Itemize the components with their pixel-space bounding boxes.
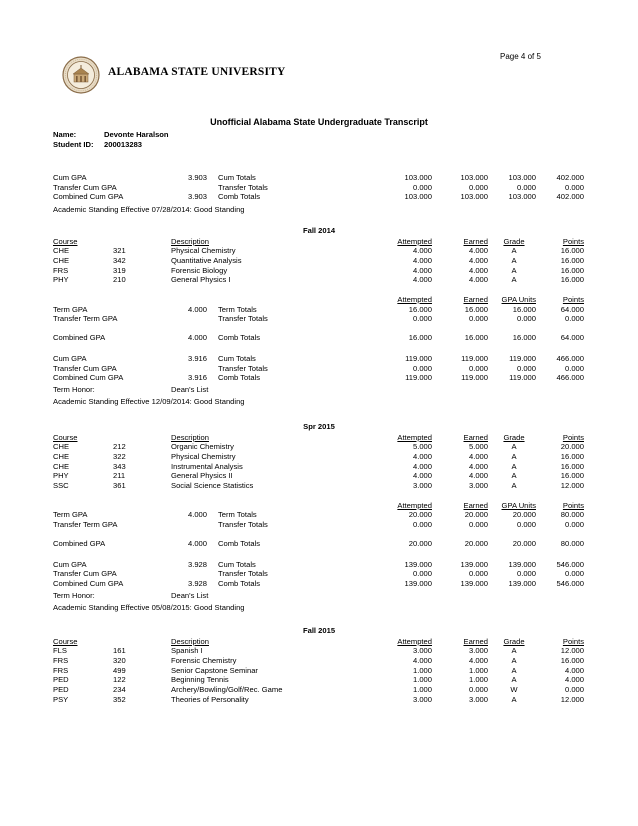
- opening-summary-row-points: 402.000: [556, 173, 584, 182]
- page-number: Page 4 of 5: [500, 52, 541, 61]
- opening-summary-row-gpa-units: 103.000: [508, 173, 536, 182]
- term-heading: Fall 2015: [302, 626, 336, 635]
- academic-standing: Academic Standing Effective 05/08/2015: Good Standing: [53, 603, 245, 613]
- term-honor-label: Term Honor:: [53, 590, 95, 600]
- term-totals-row-points: 80.000: [560, 510, 584, 520]
- course-attempted: 3.000: [412, 694, 432, 704]
- course-points: 12.000: [560, 481, 584, 490]
- course-earned: 4.000: [468, 255, 488, 265]
- course-points: 16.000: [560, 451, 584, 461]
- course-attempted: 3.000: [412, 481, 432, 490]
- course-grade: A: [511, 265, 517, 275]
- course-earned: 4.000: [468, 461, 488, 471]
- course-points: 16.000: [560, 255, 584, 265]
- totals-header-points: Points: [562, 500, 584, 510]
- combined-gpa-row-earned: 16.000: [464, 333, 488, 343]
- course-grade: A: [511, 675, 517, 685]
- term-totals-row-label: Term GPA: [53, 510, 88, 520]
- combined-gpa-row-gpa-units: 20.000: [512, 538, 536, 548]
- course-attempted: 5.000: [412, 442, 432, 452]
- course-points: 16.000: [560, 275, 584, 285]
- university-name: ALABAMA STATE UNIVERSITY: [108, 66, 286, 78]
- combined-gpa-row-earned: 20.000: [464, 538, 488, 548]
- term-totals-row-gpa-units: 0.000: [516, 520, 536, 530]
- term-totals-row-gpa-units: 20.000: [512, 510, 536, 520]
- academic-standing: Academic Standing Effective 07/28/2014: Good Standing: [53, 205, 245, 214]
- course-description: Forensic Biology: [171, 265, 228, 275]
- opening-summary-row-totals-label: Comb Totals: [218, 192, 261, 202]
- course-grade: A: [511, 255, 517, 265]
- cum-totals-row-gpa: 3.928: [187, 578, 207, 588]
- course-number: 352: [113, 694, 126, 704]
- term-honor-label: Term Honor:: [53, 384, 95, 394]
- course-subject: PHY: [53, 471, 69, 481]
- cum-totals-row-totals-label: Transfer Totals: [218, 569, 268, 579]
- course-description: Beginning Tennis: [171, 675, 229, 685]
- opening-summary-row-points: 402.000: [556, 192, 584, 202]
- opening-summary-row-attempted: 0.000: [412, 182, 432, 192]
- course-attempted: 4.000: [412, 255, 432, 265]
- term-totals-row-totals-label: Transfer Totals: [218, 314, 268, 324]
- course-earned: 4.000: [468, 265, 488, 275]
- course-number: 211: [113, 471, 126, 481]
- cum-totals-row-gpa: 3.916: [187, 373, 207, 383]
- course-number: 234: [113, 685, 126, 694]
- cum-totals-row-gpa-units: 119.000: [509, 373, 536, 383]
- course-grade: A: [511, 665, 517, 675]
- course-attempted: 4.000: [412, 655, 432, 665]
- course-subject: SSC: [53, 481, 69, 490]
- opening-summary-row-totals-label: Cum Totals: [218, 173, 256, 182]
- course-description: Archery/Bowling/Golf/Rec. Game: [171, 685, 283, 694]
- cum-totals-row-totals-label: Transfer Totals: [218, 363, 268, 373]
- course-grade: A: [511, 451, 517, 461]
- totals-header-gpa-units: GPA Units: [501, 295, 536, 304]
- combined-gpa-row-label: Combined GPA: [53, 538, 106, 548]
- course-grade: A: [511, 275, 517, 285]
- course-description: Theories of Personality: [171, 694, 249, 704]
- opening-summary-row-earned: 103.000: [460, 173, 488, 182]
- header-course: Course: [53, 236, 78, 246]
- course-earned: 3.000: [468, 694, 488, 704]
- course-attempted: 1.000: [412, 665, 432, 675]
- header-attempted: Attempted: [397, 432, 432, 442]
- course-number: 210: [113, 275, 126, 285]
- course-earned: 3.000: [468, 646, 488, 656]
- course-attempted: 4.000: [412, 461, 432, 471]
- term-totals-row-earned: 20.000: [464, 510, 488, 520]
- course-points: 20.000: [560, 442, 584, 452]
- course-description: General Physics II: [171, 471, 233, 481]
- cum-totals-row-gpa: 3.928: [187, 559, 207, 569]
- student-name: Devonte Haralson: [104, 130, 169, 139]
- header-description: Description: [171, 432, 209, 442]
- cum-totals-row-gpa-units: 119.000: [509, 353, 536, 363]
- cum-totals-row-gpa-units: 0.000: [516, 569, 536, 579]
- course-earned: 4.000: [468, 246, 488, 256]
- cum-totals-row-gpa-units: 139.000: [508, 559, 536, 569]
- term-totals-row-gpa-units: 0.000: [516, 314, 536, 324]
- course-grade: A: [511, 471, 517, 481]
- opening-summary-row-points: 0.000: [564, 182, 584, 192]
- course-number: 499: [113, 665, 126, 675]
- course-description: Instrumental Analysis: [171, 461, 243, 471]
- header-course: Course: [53, 432, 78, 442]
- opening-summary-row-totals-label: Transfer Totals: [218, 182, 268, 192]
- term-totals-row-label: Term GPA: [53, 304, 88, 314]
- totals-header-gpa-units: GPA Units: [501, 500, 536, 510]
- header-description: Description: [171, 236, 209, 246]
- header-attempted: Attempted: [397, 236, 432, 246]
- cum-totals-row-label: Transfer Cum GPA: [53, 569, 117, 579]
- header-points: Points: [562, 236, 584, 246]
- combined-gpa-row-attempted: 20.000: [408, 538, 432, 548]
- cum-totals-row-attempted: 139.000: [404, 578, 432, 588]
- course-points: 12.000: [560, 694, 584, 704]
- opening-summary-row-gpa-units: 0.000: [516, 182, 536, 192]
- course-description: General Physics I: [171, 275, 231, 285]
- totals-header-attempted: Attempted: [397, 295, 432, 304]
- course-points: 0.000: [564, 685, 584, 694]
- term-totals-row-attempted: 0.000: [412, 520, 432, 530]
- cum-totals-row-earned: 139.000: [460, 578, 488, 588]
- cum-totals-row-attempted: 119.000: [405, 353, 432, 363]
- cum-totals-row-points: 466.000: [556, 353, 584, 363]
- term-totals-row-earned: 0.000: [468, 520, 488, 530]
- course-earned: 5.000: [468, 442, 488, 452]
- transcript-title: Unofficial Alabama State Undergraduate Transcript: [210, 117, 428, 127]
- course-attempted: 4.000: [412, 275, 432, 285]
- cum-totals-row-gpa-units: 139.000: [508, 578, 536, 588]
- header-points: Points: [562, 636, 584, 646]
- cum-totals-row-points: 466.000: [556, 373, 584, 383]
- combined-gpa-row-totals-label: Comb Totals: [218, 538, 261, 548]
- course-subject: PED: [53, 675, 69, 685]
- course-earned: 4.000: [468, 471, 488, 481]
- course-description: Social Science Statistics: [171, 481, 254, 490]
- course-grade: A: [511, 655, 517, 665]
- term-totals-row-totals-label: Transfer Totals: [218, 520, 268, 530]
- totals-header-attempted: Attempted: [397, 500, 432, 510]
- term-totals-row-totals-label: Term Totals: [218, 304, 257, 314]
- term-totals-row-label: Transfer Term GPA: [53, 314, 118, 324]
- course-points: 16.000: [560, 471, 584, 481]
- cum-totals-row-gpa: 3.916: [187, 353, 207, 363]
- name-label: Name:: [53, 130, 77, 139]
- course-number: 212: [113, 442, 126, 452]
- course-description: Organic Chemistry: [171, 442, 234, 452]
- cum-totals-row-points: 546.000: [556, 559, 584, 569]
- header-points: Points: [562, 432, 584, 442]
- course-earned: 4.000: [468, 275, 488, 285]
- course-attempted: 1.000: [412, 685, 432, 694]
- term-totals-row-gpa: 4.000: [187, 510, 207, 520]
- course-description: Quantitative Analysis: [171, 255, 242, 265]
- student-id-label: Student ID:: [53, 140, 94, 149]
- header-earned: Earned: [463, 236, 488, 246]
- cum-totals-row-totals-label: Comb Totals: [218, 578, 261, 588]
- combined-gpa-row-gpa: 4.000: [187, 333, 207, 343]
- term-totals-row-totals-label: Term Totals: [218, 510, 257, 520]
- course-grade: A: [511, 694, 517, 704]
- cum-totals-row-points: 0.000: [564, 363, 584, 373]
- course-subject: FRS: [53, 655, 69, 665]
- academic-standing: Academic Standing Effective 12/09/2014: Good Standing: [53, 397, 245, 407]
- cum-totals-row-label: Combined Cum GPA: [53, 578, 124, 588]
- course-number: 361: [113, 481, 126, 490]
- opening-summary-row-attempted: 103.000: [404, 173, 432, 182]
- term-heading: Spr 2015: [303, 422, 335, 431]
- term-totals-row-points: 64.000: [560, 304, 584, 314]
- cum-totals-row-earned: 0.000: [468, 363, 488, 373]
- combined-gpa-row-gpa-units: 16.000: [512, 333, 536, 343]
- term-totals-row-earned: 16.000: [464, 304, 488, 314]
- course-number: 320: [113, 655, 126, 665]
- course-grade: A: [511, 461, 517, 471]
- course-attempted: 1.000: [412, 675, 432, 685]
- opening-summary-row-label: Cum GPA: [53, 173, 87, 182]
- course-attempted: 4.000: [412, 471, 432, 481]
- course-attempted: 3.000: [412, 646, 432, 656]
- course-earned: 1.000: [468, 675, 488, 685]
- term-honor: Dean's List: [171, 384, 209, 394]
- course-description: Forensic Chemistry: [171, 655, 237, 665]
- cum-totals-row-earned: 139.000: [460, 559, 488, 569]
- course-subject: CHE: [53, 246, 70, 256]
- cum-totals-row-points: 0.000: [564, 569, 584, 579]
- course-earned: 3.000: [468, 481, 488, 490]
- course-earned: 4.000: [468, 451, 488, 461]
- cum-totals-row-earned: 119.000: [461, 353, 488, 363]
- opening-summary-row-gpa-units: 103.000: [508, 192, 536, 202]
- cum-totals-row-totals-label: Cum Totals: [218, 559, 256, 569]
- opening-summary-row-gpa: 3.903: [187, 173, 207, 182]
- term-totals-row-attempted: 20.000: [408, 510, 432, 520]
- course-points: 4.000: [564, 665, 584, 675]
- term-totals-row-points: 0.000: [564, 520, 584, 530]
- cum-totals-row-attempted: 119.000: [405, 373, 432, 383]
- header-attempted: Attempted: [397, 636, 432, 646]
- header-description: Description: [171, 636, 209, 646]
- course-subject: PED: [53, 685, 69, 694]
- course-attempted: 4.000: [412, 246, 432, 256]
- combined-gpa-row-gpa: 4.000: [187, 538, 207, 548]
- cum-totals-row-attempted: 0.000: [412, 363, 432, 373]
- totals-header-points: Points: [562, 295, 584, 304]
- header-earned: Earned: [463, 432, 488, 442]
- totals-header-earned: Earned: [463, 500, 488, 510]
- course-description: Senior Capstone Seminar: [171, 665, 258, 675]
- term-heading: Fall 2014: [302, 226, 336, 235]
- opening-summary-row-earned: 103.000: [460, 192, 488, 202]
- course-points: 16.000: [560, 461, 584, 471]
- term-totals-row-gpa: 4.000: [187, 304, 207, 314]
- course-number: 322: [113, 451, 126, 461]
- opening-summary-row-label: Transfer Cum GPA: [53, 182, 117, 192]
- course-description: Spanish I: [171, 646, 203, 656]
- course-points: 16.000: [560, 655, 584, 665]
- combined-gpa-row-points: 80.000: [560, 538, 584, 548]
- term-totals-row-gpa-units: 16.000: [512, 304, 536, 314]
- course-points: 4.000: [564, 675, 584, 685]
- course-points: 16.000: [560, 265, 584, 275]
- term-totals-row-points: 0.000: [564, 314, 584, 324]
- course-subject: CHE: [53, 255, 70, 265]
- cum-totals-row-earned: 119.000: [461, 373, 488, 383]
- course-number: 321: [113, 246, 126, 256]
- course-subject: PHY: [53, 275, 69, 285]
- cum-totals-row-attempted: 0.000: [412, 569, 432, 579]
- university-seal-icon: [62, 56, 100, 94]
- combined-gpa-row-attempted: 16.000: [408, 333, 432, 343]
- cum-totals-row-earned: 0.000: [468, 569, 488, 579]
- combined-gpa-row-label: Combined GPA: [53, 333, 106, 343]
- course-grade: A: [511, 246, 517, 256]
- course-number: 319: [113, 265, 126, 275]
- course-grade: A: [511, 442, 517, 452]
- opening-summary-row-label: Combined Cum GPA: [53, 192, 124, 202]
- term-totals-row-label: Transfer Term GPA: [53, 520, 118, 530]
- opening-summary-row-earned: 0.000: [468, 182, 488, 192]
- course-earned: 4.000: [468, 655, 488, 665]
- cum-totals-row-label: Combined Cum GPA: [53, 373, 124, 383]
- course-subject: PSY: [53, 694, 69, 704]
- cum-totals-row-attempted: 139.000: [404, 559, 432, 569]
- term-totals-row-earned: 0.000: [468, 314, 488, 324]
- course-points: 12.000: [560, 646, 584, 656]
- course-subject: CHE: [53, 442, 70, 452]
- combined-gpa-row-points: 64.000: [560, 333, 584, 343]
- course-grade: A: [511, 646, 517, 656]
- course-subject: FRS: [53, 665, 69, 675]
- course-points: 16.000: [560, 246, 584, 256]
- header-course: Course: [53, 636, 78, 646]
- term-totals-row-attempted: 16.000: [408, 304, 432, 314]
- course-attempted: 4.000: [412, 451, 432, 461]
- course-number: 122: [113, 675, 126, 685]
- combined-gpa-row-totals-label: Comb Totals: [218, 333, 261, 343]
- cum-totals-row-label: Cum GPA: [53, 559, 87, 569]
- course-description: Physical Chemistry: [171, 451, 236, 461]
- course-earned: 1.000: [468, 665, 488, 675]
- course-subject: FLS: [53, 646, 67, 656]
- opening-summary-row-gpa: 3.903: [187, 192, 207, 202]
- course-subject: CHE: [53, 461, 70, 471]
- term-honor: Dean's List: [171, 590, 209, 600]
- course-grade: A: [511, 481, 517, 490]
- cum-totals-row-gpa-units: 0.000: [516, 363, 536, 373]
- header-grade: Grade: [503, 636, 525, 646]
- course-number: 343: [113, 461, 126, 471]
- course-subject: FRS: [53, 265, 69, 275]
- totals-header-earned: Earned: [463, 295, 488, 304]
- course-subject: CHE: [53, 451, 70, 461]
- opening-summary-row-attempted: 103.000: [404, 192, 432, 202]
- cum-totals-row-points: 546.000: [556, 578, 584, 588]
- student-id: 200013283: [104, 140, 143, 149]
- course-description: Physical Chemistry: [171, 246, 236, 256]
- cum-totals-row-totals-label: Comb Totals: [218, 373, 261, 383]
- cum-totals-row-label: Cum GPA: [53, 353, 87, 363]
- header-grade: Grade: [503, 236, 525, 246]
- course-number: 161: [113, 646, 126, 656]
- term-totals-row-attempted: 0.000: [412, 314, 432, 324]
- course-number: 342: [113, 255, 126, 265]
- course-earned: 0.000: [468, 685, 488, 694]
- cum-totals-row-totals-label: Cum Totals: [218, 353, 256, 363]
- cum-totals-row-label: Transfer Cum GPA: [53, 363, 117, 373]
- header-earned: Earned: [463, 636, 488, 646]
- course-grade: W: [510, 685, 518, 694]
- course-attempted: 4.000: [412, 265, 432, 275]
- header-grade: Grade: [503, 432, 525, 442]
